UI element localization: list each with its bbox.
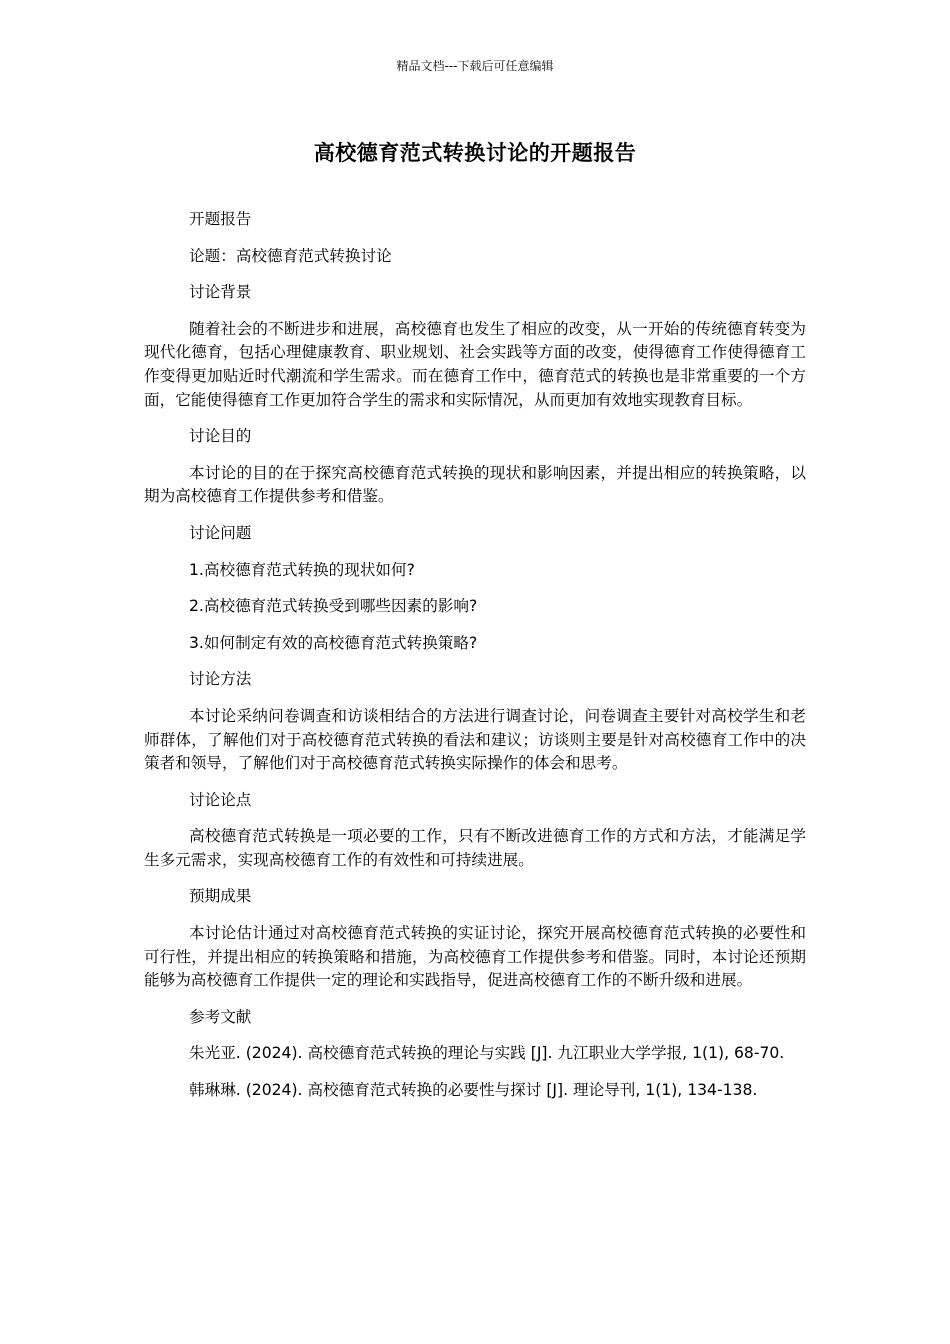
background-paragraph: 随着社会的不断进步和进展，高校德育也发生了相应的改变，从一开始的传统德育转变为现代化德育，包括心理健康教育、职业规划、社会实践等方面的改变，使得德育工作使得德育工作变得更加贴近时代潮流和学生需求。而在德育工作中，德育范式的转换也是非常重要的一个方面，它能使得德育工作更加符合学生的需求和实际情况，从而更加有效地实现教育目标。 xyxy=(144,319,806,409)
questions-heading: 讨论问题 xyxy=(189,523,252,542)
purpose-paragraph: 本讨论的目的在于探究高校德育范式转换的现状和影响因素，并提出相应的转换策略，以期为高校德育工作提供参考和借鉴。 xyxy=(144,463,806,506)
method-paragraph: 本讨论采纳问卷调查和访谈相结合的方法进行调查讨论，问卷调查主要针对高校学生和老师群体，了解他们对于高校德育范式转换的看法和建议；访谈则主要是针对高校德育工作中的决策者和领导，了解他们对于高校德育范式转换实际操作的体会和思考。 xyxy=(144,706,806,773)
question-item: 2.高校德育范式转换受到哪些因素的影响? xyxy=(189,597,478,616)
page-header: 精品文档---下载后可任意编辑 xyxy=(396,59,554,73)
topic-line: 论题：高校德育范式转换讨论 xyxy=(189,246,392,265)
document-title: 高校德育范式转换讨论的开题报告 xyxy=(313,141,637,165)
references-heading: 参考文献 xyxy=(189,1007,252,1026)
reference-item: 韩琳琳. (2024). 高校德育范式转换的必要性与探讨 [J]. 理论导刊, 1(1), 134-138. xyxy=(189,1081,758,1100)
purpose-heading: 讨论目的 xyxy=(189,427,252,446)
thesis-paragraph: 高校德育范式转换是一项必要的工作，只有不断改进德育工作的方式和方法，才能满足学生多元需求，实现高校德育工作的有效性和可持续进展。 xyxy=(144,827,806,869)
document-body xyxy=(144,208,806,1116)
reference-item: 朱光亚. (2024). 高校德育范式转换的理论与实践 [J]. 九江职业大学学报, 1(1), 68-70. xyxy=(189,1044,785,1063)
outcomes-heading: 预期成果 xyxy=(189,887,252,906)
question-item: 1.高校德育范式转换的现状如何? xyxy=(189,560,415,579)
thesis-heading: 讨论论点 xyxy=(189,790,252,809)
outcomes-paragraph: 本讨论估计通过对高校德育范式转换的实证讨论，探究开展高校德育范式转换的必要性和可行性，并提出相应的转换策略和措施，为高校德育工作提供参考和借鉴。同时，本讨论还预期能够为高校德育工作提供一定的理论和实践指导，促进高校德育工作的不断升级和进展。 xyxy=(144,924,806,990)
question-item: 3.如何制定有效的高校德育范式转换策略? xyxy=(189,633,478,652)
section-label: 开题报告 xyxy=(189,210,252,228)
method-heading: 讨论方法 xyxy=(189,670,252,689)
background-heading: 讨论背景 xyxy=(189,283,252,302)
